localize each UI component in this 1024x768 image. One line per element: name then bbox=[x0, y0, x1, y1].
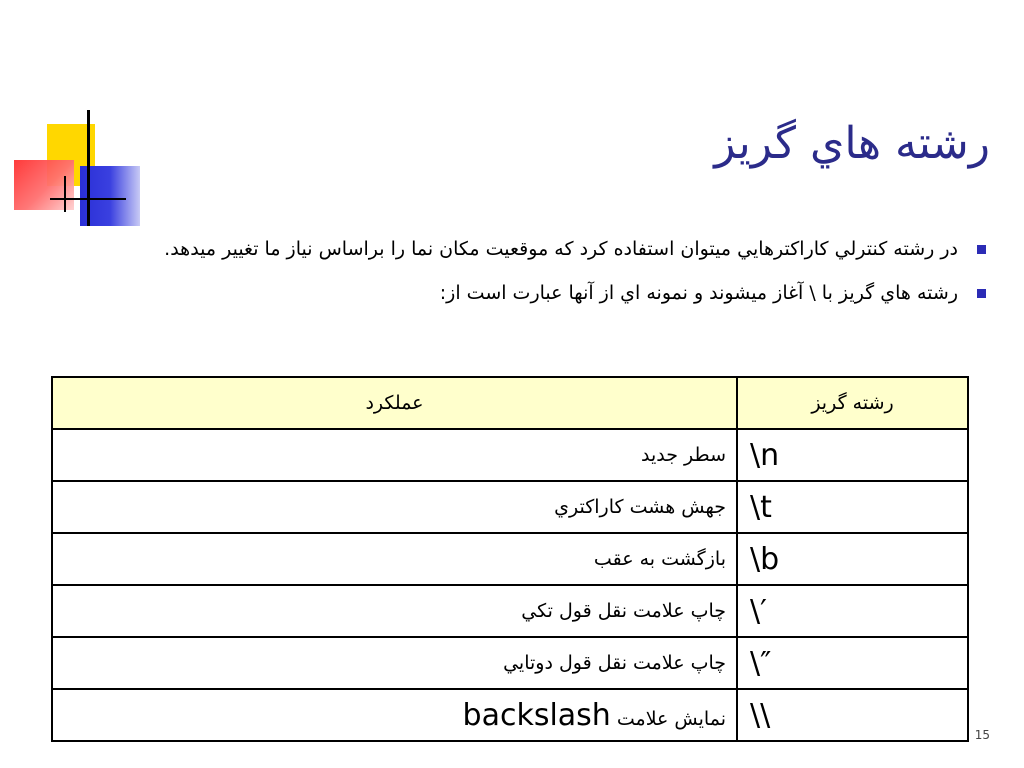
bullet-text: در رشته کنترلي کاراکترهايي ميتوان استفاده کرد که موقعيت مکان نما را براساس نياز ما تغيير ميدهد. bbox=[164, 238, 958, 260]
escape-description: چاپ علامت نقل قول دوتايي bbox=[52, 637, 737, 689]
escape-description: نمايش علامت backslash bbox=[52, 689, 737, 741]
horizontal-line bbox=[50, 198, 126, 200]
escape-code: \″ bbox=[737, 637, 968, 689]
table-row bbox=[52, 429, 968, 481]
decorative-color-squares-logo bbox=[0, 0, 160, 240]
square-bullet-icon bbox=[977, 245, 986, 254]
escape-code: \b bbox=[737, 533, 968, 585]
table-row bbox=[52, 481, 968, 533]
escape-description: بازگشت به عقب bbox=[52, 533, 737, 585]
table-row bbox=[52, 533, 968, 585]
table-header-row bbox=[52, 377, 968, 429]
escape-code: \t bbox=[737, 481, 968, 533]
page-number: 15 bbox=[974, 728, 990, 742]
escape-code: \′ bbox=[737, 585, 968, 637]
slide-title: رشته هاي گريز bbox=[714, 118, 990, 169]
escape-code: \\ bbox=[737, 689, 968, 741]
escape-description: جهش هشت کاراکتري bbox=[52, 481, 737, 533]
header-function: عملکرد bbox=[52, 377, 737, 429]
square-bullet-icon bbox=[977, 289, 986, 298]
bullet-text: رشته هاي گريز با \ آغاز ميشوند و نمونه اي از آنها عبارت است از: bbox=[439, 282, 958, 304]
escape-sequence-table bbox=[51, 376, 969, 742]
short-vertical-line bbox=[64, 176, 66, 212]
table-row bbox=[52, 689, 968, 741]
bullet-list bbox=[138, 230, 988, 312]
header-escape-sequence: رشته گريز bbox=[737, 377, 968, 429]
escape-code: \n bbox=[737, 429, 968, 481]
escape-description: چاپ علامت نقل قول تکي bbox=[52, 585, 737, 637]
bullet-item bbox=[138, 274, 988, 312]
vertical-line bbox=[87, 110, 90, 226]
bullet-item bbox=[138, 230, 988, 268]
table-row bbox=[52, 637, 968, 689]
table-row bbox=[52, 585, 968, 637]
backslash-word: backslash bbox=[462, 697, 611, 733]
escape-description: سطر جديد bbox=[52, 429, 737, 481]
